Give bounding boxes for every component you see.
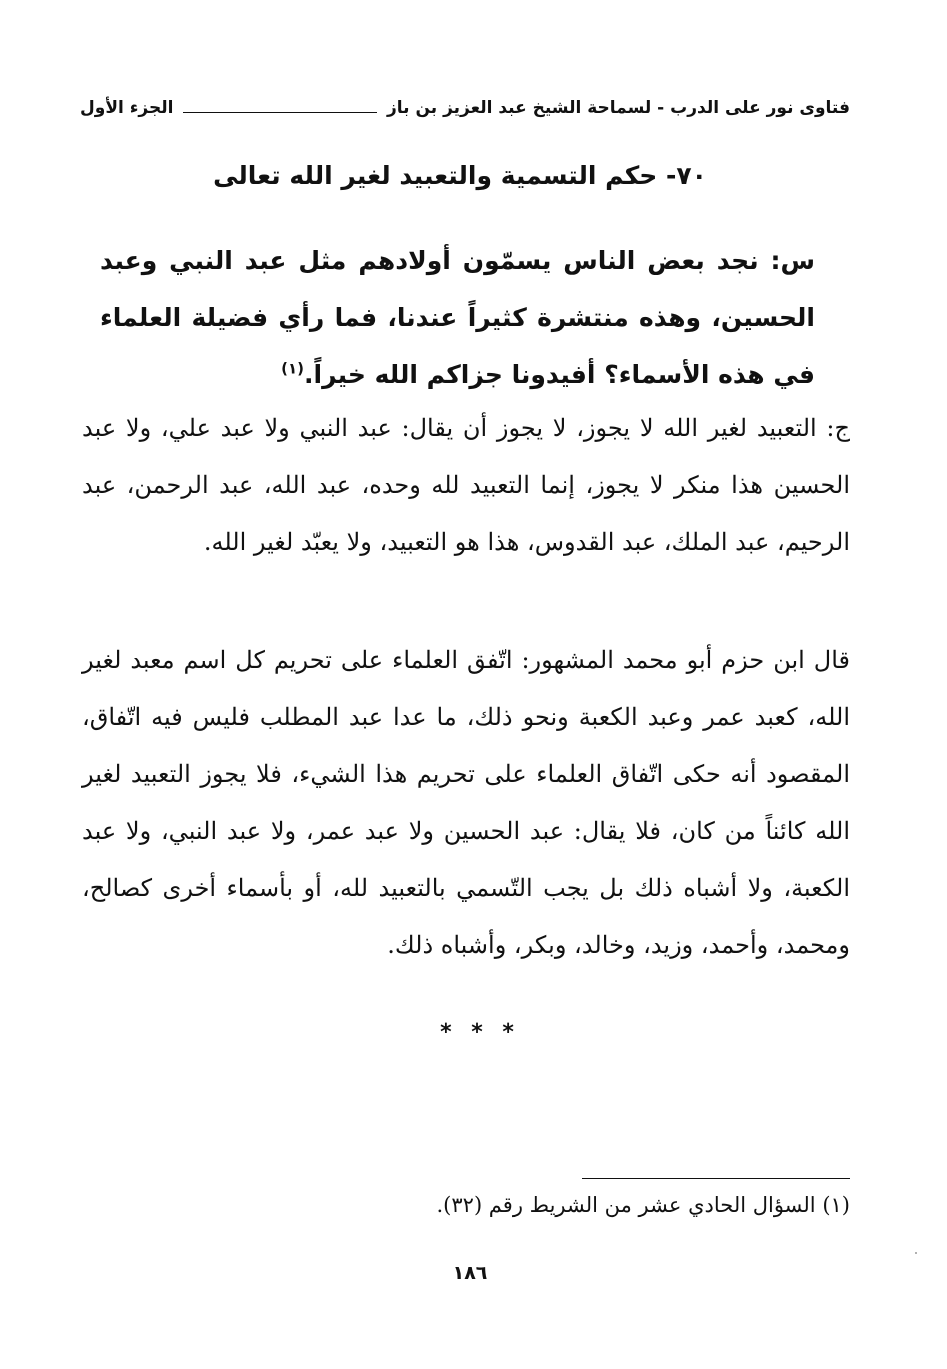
- question-text: س: نجد بعض الناس يسمّون أولادهم مثل عبد النبي وعبد الحسين، وهذه منتشرة كثيراً عندنا، فما رأي فضيلة العلماء في هذه الأسماء؟ أفيدونا جزاكم الله خيراً.: [100, 246, 815, 389]
- quote-paragraph: قال ابن حزم أبو محمد المشهور: اتّفق العلماء على تحريم كل اسم معبد لغير الله، كعبد عمر وعبد الكعبة ونحو ذلك، ما عدا عبد المطلب فليس فيه اتّفاق، المقصود أنه حكى اتّفاق العلماء على تحريم هذا الشيء، فلا يجوز التعبيد لغير الله كائناً من كان، فلا يقال: عبد الحسين ولا عبد عمر، ولا عبد النبي، ولا عبد الكعبة، ولا أشباه ذلك بل يجب التّسمي بالتعبيد لله، أو بأسماء أخرى كصالح، ومحمد، وأحمد، وزيد، وخالد، وبكر، وأشباه ذلك.: [82, 646, 850, 959]
- page-number: ١٨٦: [452, 1262, 488, 1284]
- scan-speck: [915, 1252, 917, 1254]
- running-header: [80, 92, 850, 124]
- question-block: [100, 232, 815, 403]
- volume-label: الجزء الأول: [80, 98, 174, 118]
- footnote-marker[interactable]: (١): [281, 359, 305, 378]
- footnote-rule: [582, 1178, 850, 1179]
- book-title: فتاوى نور على الدرب - لسماحة الشيخ عبد العزيز بن باز: [387, 98, 850, 118]
- header-rule: [183, 112, 377, 113]
- chapter-title: ٧٠- حكم التسمية والتعبيد لغير الله تعالى: [213, 161, 707, 190]
- section-separator: * * *: [440, 1020, 520, 1045]
- footnote-text: (١) السؤال الحادي عشر من الشريط رقم (٣٢).: [436, 1193, 850, 1217]
- answer-paragraph: ج: التعبيد لغير الله لا يجوز، لا يجوز أن يقال: عبد النبي ولا عبد علي، ولا عبد الحسين هذا منكر لا يجوز، إنما التعبيد لله وحده، عبد الله، عبد الرحمن، عبد الرحيم، عبد الملك، عبد القدوس، هذا هو التعبيد، ولا يعبّد لغير الله.: [82, 414, 850, 556]
